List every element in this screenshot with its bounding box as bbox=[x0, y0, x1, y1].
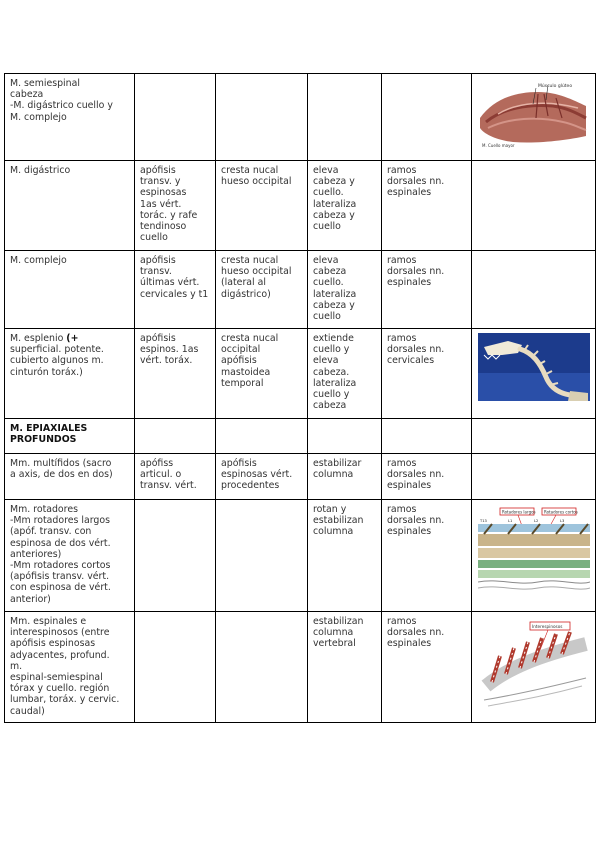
vertebra-label: L2 bbox=[534, 519, 539, 523]
origin-cell: apófisis transv. y espinosas 1as vért. torác. y rafe tendinoso cuello bbox=[135, 161, 216, 251]
table-row bbox=[5, 454, 596, 500]
image-label: Músculo glúteo bbox=[538, 84, 573, 89]
empty-cell bbox=[472, 419, 596, 454]
muscle-name: M. esplenio (+ superficial. potente. cubierto algunos m. cinturón toráx.) bbox=[5, 329, 135, 419]
origin-cell: apófiss articul. o transv. vért. bbox=[135, 454, 216, 500]
dog-skeleton-neck-photo bbox=[478, 333, 590, 401]
muscle-name: Mm. rotadores -Mm rotadores largos (apóf. transv. con espinosa de dos vért. anteriores) -Mm rotadores cortos (apófisis transv. vért. con espinosa de vért. anterior) bbox=[5, 500, 135, 612]
vertebra-label: L1 bbox=[508, 519, 513, 523]
insertion-cell bbox=[216, 74, 308, 161]
action-cell: estabilizan columna vertebral bbox=[308, 612, 382, 723]
muscle-name: Mm. espinales e interespinosos (entre apófisis espinosas adyacentes, profund. m. espinal-semiespinal tórax y cuello. región lumbar, toráx. y cervic. caudal) bbox=[5, 612, 135, 723]
image-label: Rotadores cortos bbox=[544, 509, 578, 515]
innervation-cell: ramos dorsales nn. espinales bbox=[382, 612, 472, 723]
insertion-cell: cresta nucal hueso occipital bbox=[216, 161, 308, 251]
image-cell bbox=[472, 161, 596, 251]
table-row bbox=[5, 251, 596, 329]
insertion-cell bbox=[216, 612, 308, 723]
muscle-name: M. semiespinal cabeza -M. digástrico cuello y M. complejo bbox=[5, 74, 135, 161]
image-label: Interespinosos bbox=[532, 624, 563, 629]
table-row bbox=[5, 161, 596, 251]
insertion-cell: apófisis espinosas vért. procedentes bbox=[216, 454, 308, 500]
table-row bbox=[5, 612, 596, 723]
innervation-cell bbox=[382, 74, 472, 161]
muscle-name: Mm. multífidos (sacro a axis, de dos en dos) bbox=[5, 454, 135, 500]
origin-cell bbox=[135, 500, 216, 612]
insertion-cell: cresta nucal occipital apófisis mastoidea temporal bbox=[216, 329, 308, 419]
empty-cell bbox=[216, 419, 308, 454]
table-row bbox=[5, 329, 596, 419]
interespinosos-diagram bbox=[478, 616, 590, 712]
action-cell: eleva cabeza y cuello. lateraliza cabeza y cuello bbox=[308, 161, 382, 251]
innervation-cell: ramos dorsales nn. espinales bbox=[382, 161, 472, 251]
table-row bbox=[5, 419, 596, 454]
vertebra-label: T13 bbox=[480, 519, 487, 523]
action-cell: extiende cuello y eleva cabeza. lateraliza cuello y cabeza bbox=[308, 329, 382, 419]
image-cell bbox=[472, 329, 596, 419]
rotadores-diagram bbox=[478, 504, 590, 598]
section-heading: M. EPIAXIALES PROFUNDOS bbox=[5, 419, 135, 454]
origin-cell bbox=[135, 74, 216, 161]
vertebra-label: L3 bbox=[560, 519, 565, 523]
image-label: M. Cuello mayor bbox=[482, 143, 515, 148]
image-cell bbox=[472, 500, 596, 612]
semiespinal-muscle-photo bbox=[478, 78, 588, 150]
image-cell bbox=[472, 251, 596, 329]
muscle-name: M. complejo bbox=[5, 251, 135, 329]
action-cell: rotan y estabilizan columna bbox=[308, 500, 382, 612]
image-cell bbox=[472, 454, 596, 500]
image-label: Rotadores largos bbox=[502, 509, 536, 515]
insertion-cell: cresta nucal hueso occipital (lateral al digástrico) bbox=[216, 251, 308, 329]
innervation-cell: ramos dorsales nn. espinales bbox=[382, 454, 472, 500]
muscle-name: M. digástrico bbox=[5, 161, 135, 251]
action-cell: eleva cabeza cuello. lateraliza cabeza y cuello bbox=[308, 251, 382, 329]
image-cell bbox=[472, 74, 596, 161]
action-cell bbox=[308, 74, 382, 161]
table-row bbox=[5, 74, 596, 161]
origin-cell bbox=[135, 612, 216, 723]
origin-cell: apófisis transv. últimas vért. cervicales y t1 bbox=[135, 251, 216, 329]
innervation-cell: ramos dorsales nn. cervicales bbox=[382, 329, 472, 419]
image-cell bbox=[472, 612, 596, 723]
insertion-cell bbox=[216, 500, 308, 612]
empty-cell bbox=[135, 419, 216, 454]
muscle-table bbox=[4, 73, 596, 723]
action-cell: estabilizar columna bbox=[308, 454, 382, 500]
innervation-cell: ramos dorsales nn. espinales bbox=[382, 500, 472, 612]
innervation-cell: ramos dorsales nn. espinales bbox=[382, 251, 472, 329]
empty-cell bbox=[382, 419, 472, 454]
origin-cell: apófisis espinos. 1as vért. toráx. bbox=[135, 329, 216, 419]
table-row bbox=[5, 500, 596, 612]
empty-cell bbox=[308, 419, 382, 454]
